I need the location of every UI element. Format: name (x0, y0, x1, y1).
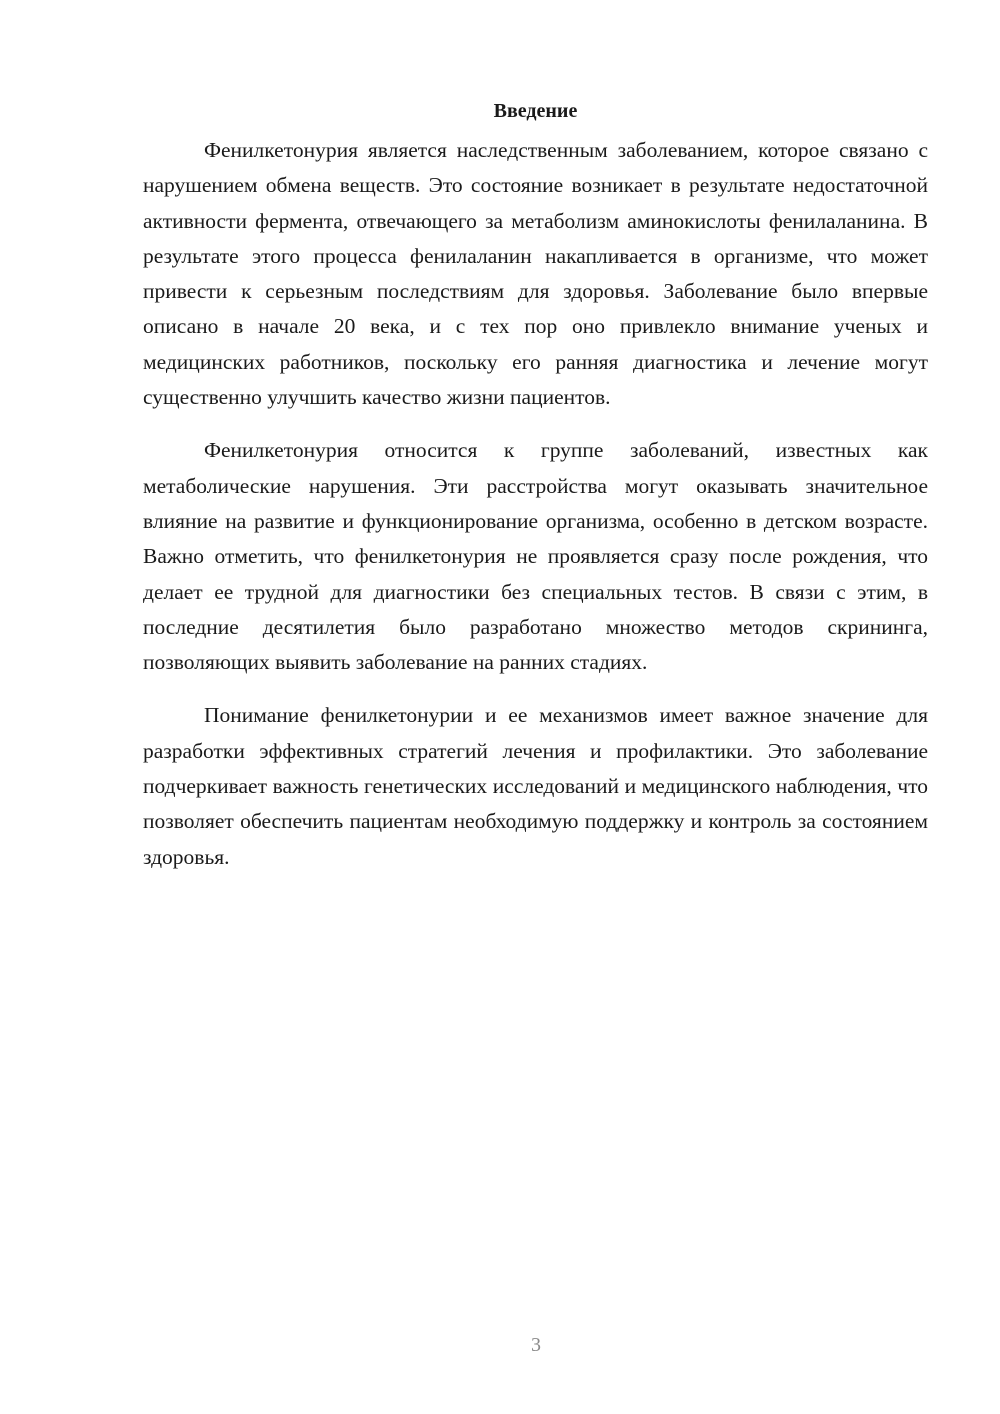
page-number: 3 (531, 1334, 541, 1356)
paragraph-1: Фенилкетонурия является наследственным заболеванием, которое связано с нарушением обмена веществ. Это состояние возникает в результате недостаточной активности фермента, отвечающего за метаболизм аминокислоты фенилаланина. В результате этого процесса фенилаланин накапливается в организме, что может привести к серьезным последствиям для здоровья. Заболевание было впервые описано в начале 20 века, и с тех пор оно привлекло внимание ученых и медицинских работников, поскольку его ранняя диагностика и лечение могут существенно улучшить качество жизни пациентов. (143, 138, 928, 410)
section-title: Введение (493, 100, 578, 122)
page-content (143, 96, 928, 893)
paragraph-3: Понимание фенилкетонурии и ее механизмов имеет важное значение для разработки эффективных стратегий лечения и профилактики. Это заболевание подчеркивает важность генетических исследований и медицинского наблюдения, что позволяет обеспечить пациентам необходимую поддержку и контроль за состоянием здоровья. (143, 703, 928, 869)
paragraph-2: Фенилкетонурия относится к группе заболеваний, известных как метаболические нарушения. Эти расстройства могут оказывать значительное влияние на развитие и функционирование организма, особенно в детском возрасте. Важно отметить, что фенилкетонурия не проявляется сразу после рождения, что делает ее трудной для диагностики без специальных тестов. В связи с этим, в последние десятилетия было разработано множество методов скрининга, позволяющих выявить заболевание на ранних стадиях. (143, 438, 928, 675)
